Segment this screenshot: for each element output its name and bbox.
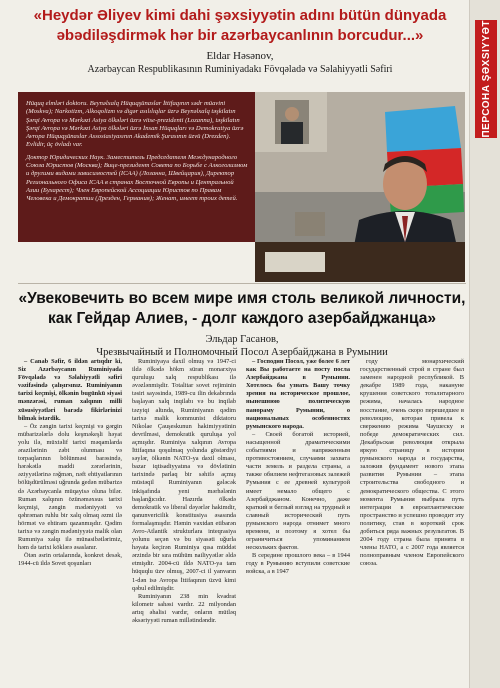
article-columns	[18, 358, 466, 680]
column-ru-2	[360, 358, 464, 680]
paragraph: – Господин Посол, уже более 6 лет как Вы работаете на посту посла Азербайджана в Румынии. Хотелось бы узнать Вашу точку зрения на историческое прошлое, нынешнюю политическую панораму Румынии, о национальных особенностях румынского народа.	[246, 358, 350, 430]
column-az-1	[18, 358, 122, 680]
section-tab-label: ПЕРСОНА ŞƏXSIYYƏT	[480, 20, 492, 138]
paragraph: В середине прошлого века – в 1944 году в Румынию вступили советские войска, а в 1947	[246, 552, 350, 576]
az-author-name: Eldar Həsənov,	[206, 50, 274, 62]
column-az-2	[132, 358, 236, 680]
paragraph: Ruminiyaya daxil olmuş və 1947-ci ildə ölkədə hökm süran monarxiya quruluşu xalq respublikası ilə əvəzlənmişdir. Totalitar sovet rejiminin təsiri sayəsində, 1989-cu ilin dekabrında başlayan xalq inqilabı və bu inqilab təzyiqi altında, Ruminiyanın qədim tarixə malik kommunist diktatoru Nikolae Çauşeskunun hakimiyyətinin devrilməsi, demokratik quruluşa yol açmışdır. Ruminiya xalqının Avropa İttifaqına qoşulmaq yolunda göstərdiyi səylər, ölkənin NATO-ya daxil olması, bazar iqtisadiyyatına və dövlətinin tarixində parlaq bir səhifə açmış müstəqil Ruminiyanın gələcək inkişafında yeni mərhələnin başlanğıcıdır. Hazırda ölkədə demokratik və liberal dəyərlər hakimdir, qanunvericilik konstitusiya əsasında formalaşmışdır. Həmin vaxtdan etibarən Avro-Atlantik strukturlara inteqrasiya yolunu seçən və bu siyasəti uğurla həyata keçirən Ruminiya qısa müddət ərzində bir sıra mühüm nailiyyətlər əldə etmişdir. 2004-cü ildə NATO-ya tam hüquqlu üzv olmuş, 2007-ci il yanvarın 1-dən isə Avropa İttifaqının üzvü kimi qəbul edilmişdir.	[132, 358, 236, 592]
paragraph: Ruminiyanın 238 min kvadrat kilometr sahəsi vardır. 22 milyondan artıq əhalisi vardır, onların mütləq əksəriyyəti ruman millətindəndir.	[132, 592, 236, 624]
section-divider	[18, 283, 466, 284]
bio-az-text: Hüquq elmləri doktoru. Beynəlxalq Hüquqşünaslar İttifaqının sədr müavini (Moskva); Narkotizm, Alkoqolizm və digər asılılıqlar üzrə Beynəlxalq təşkilatın Şərqi Avropa və Mərkəzi Asiya ölkələri üzrə vitse-prezidenti (Lozanna), təşkilatın Şərqi Avropa və Mərkəzi Asiya ölkələri üzrə İnsan Hüquqları və Demokratiya üzrə Avropa Hüquqşünaslar Assosiasiyasının Akademik Şurasının üzvü (Drezden). Evlidir, üç övladı var.	[26, 100, 244, 149]
ambassador-photo	[255, 92, 465, 282]
section-tab	[475, 20, 497, 138]
bio-box	[18, 92, 255, 242]
ru-author-name: Эльдар Гасанов,	[205, 334, 279, 345]
az-author-block	[18, 50, 462, 76]
paragraph: – Своей богатой историей, насыщенной драматическими событиями и напряженным противостоянием, случаями захвата части земель и раздела страны, а также обилием нефтегазовых залежей Румыния с ее древней культурой имеет немало общего с Азербайджаном. Конечно, даже краткий и беглый взгляд на трудный и славный исторический путь румынского народа отнимет много времени, и поэтому я хотел бы ограничиться упоминанием нескольких фактов.	[246, 430, 350, 552]
bio-ru-text: Доктор Юридических Наук. Заместитель Председателя Международного Союза Юристов (Москва); Вице-президент Совета по Борьбе с Алкоголизмом и другими видами зависимостей (ICAA) (Лозанна, Швейцария), Директор Регионального Офиса ICAA в странах Восточной Европы и Центральной Азии (Бухарест); Член Европейской Ассоциации Юристов по Правам Человека и Демократии (Дрезден, Германия); Женат, имеет троих детей.	[26, 153, 248, 203]
ru-article-title: «Увековечить во всем мире имя столь великой личности, как Гейдар Алиев, - долг каждого азербайджанца»	[18, 290, 466, 327]
paragraph: – Canab Səfir, 6 ildən artıqdır ki, Siz Azərbaycanın Ruminiyada Fövqəladə və Səlahiyyətli səfiri vəzifəsində çalışırsınız. Ruminiyanın tarixi keçmişi, ölkənin bugünkü siyasi mənzərəsi, ruman xalqının milli xüsusiyyətləri barədə fikirlərinizi bilmək istərdik.	[18, 358, 122, 422]
paragraph: – Öz zəngin tarixi keçmişi və gərgin mübarizələrlə dolu keşməkeşli həyat yolu ilə, müxtəlif tarixi məqamlarda ərazilərinin zəbt olunması və torpaqlarının bölünməsi barəsində, hərəkətlə maddi zərərlərinin, əziyyətlərinə rəğmən, nəft ehtiyatlarının bölüşdürülməsi uğrunda gedən mübarizə də Azərbaycanla müqayisə oluna bilər. Ruman xalqının özünəməxsus tarixi keçmişi, zəngin mədəniyyəti və qəhrəman ruhlu bir xalq olmaq əzmi ilə hörmət və ehtiram qazanmışdır. Qədim tarixə və zəngin mədəniyyətə malik olan Rumıniya xalqı ilə münasibətlərimiz, həm də tarixi köklərə əsaslanır.	[18, 422, 122, 552]
ru-author-position: Чрезвычайный и Полномочный Посол Азербайджана в Румынии	[96, 347, 388, 358]
paragraph: году монархический государственный строй в стране был заменен народной республикой. В декабре 1989 года, накануне крушения советского тоталитарного режима, началась народное восстание, очень скоро перешедшее в революцию, которая привела к свержению режима Чаушеску и победе демократических сил. Декабрьская революция открыла яркую страницу в истории румынского народа и государства, заложив фундамент нового этапа развития Румынии – этапа строительства свободного и демократического общества. С этого момента Румыния выбрала путь интеграции в евроатлантические пространство и успешно проводит эту политику, став в короткий срок добиться ряда важных результатов. В 2004 году страна была принята в члены НАТО, а с 2007 года является полноправным членом Европейского союза.	[360, 358, 464, 568]
az-author-position: Azərbaycan Respublikasının Ruminiyadakı Fövqəladə və Səlahiyyətli Səfiri	[87, 64, 393, 75]
ru-author-block	[18, 333, 466, 359]
az-article-title: «Heydər Əliyev kimi dahi şəxsiyyətin adını bütün dünyada əbədiləşdirmək hər bir azərbaycanlının borcudur...»	[33, 7, 447, 44]
column-ru-1	[246, 358, 350, 680]
section-sidebar	[469, 0, 500, 688]
paragraph: Ötən əsrin ortalarında, konkret desək, 1944-cü ildə Sovet qoşunları	[18, 552, 122, 568]
